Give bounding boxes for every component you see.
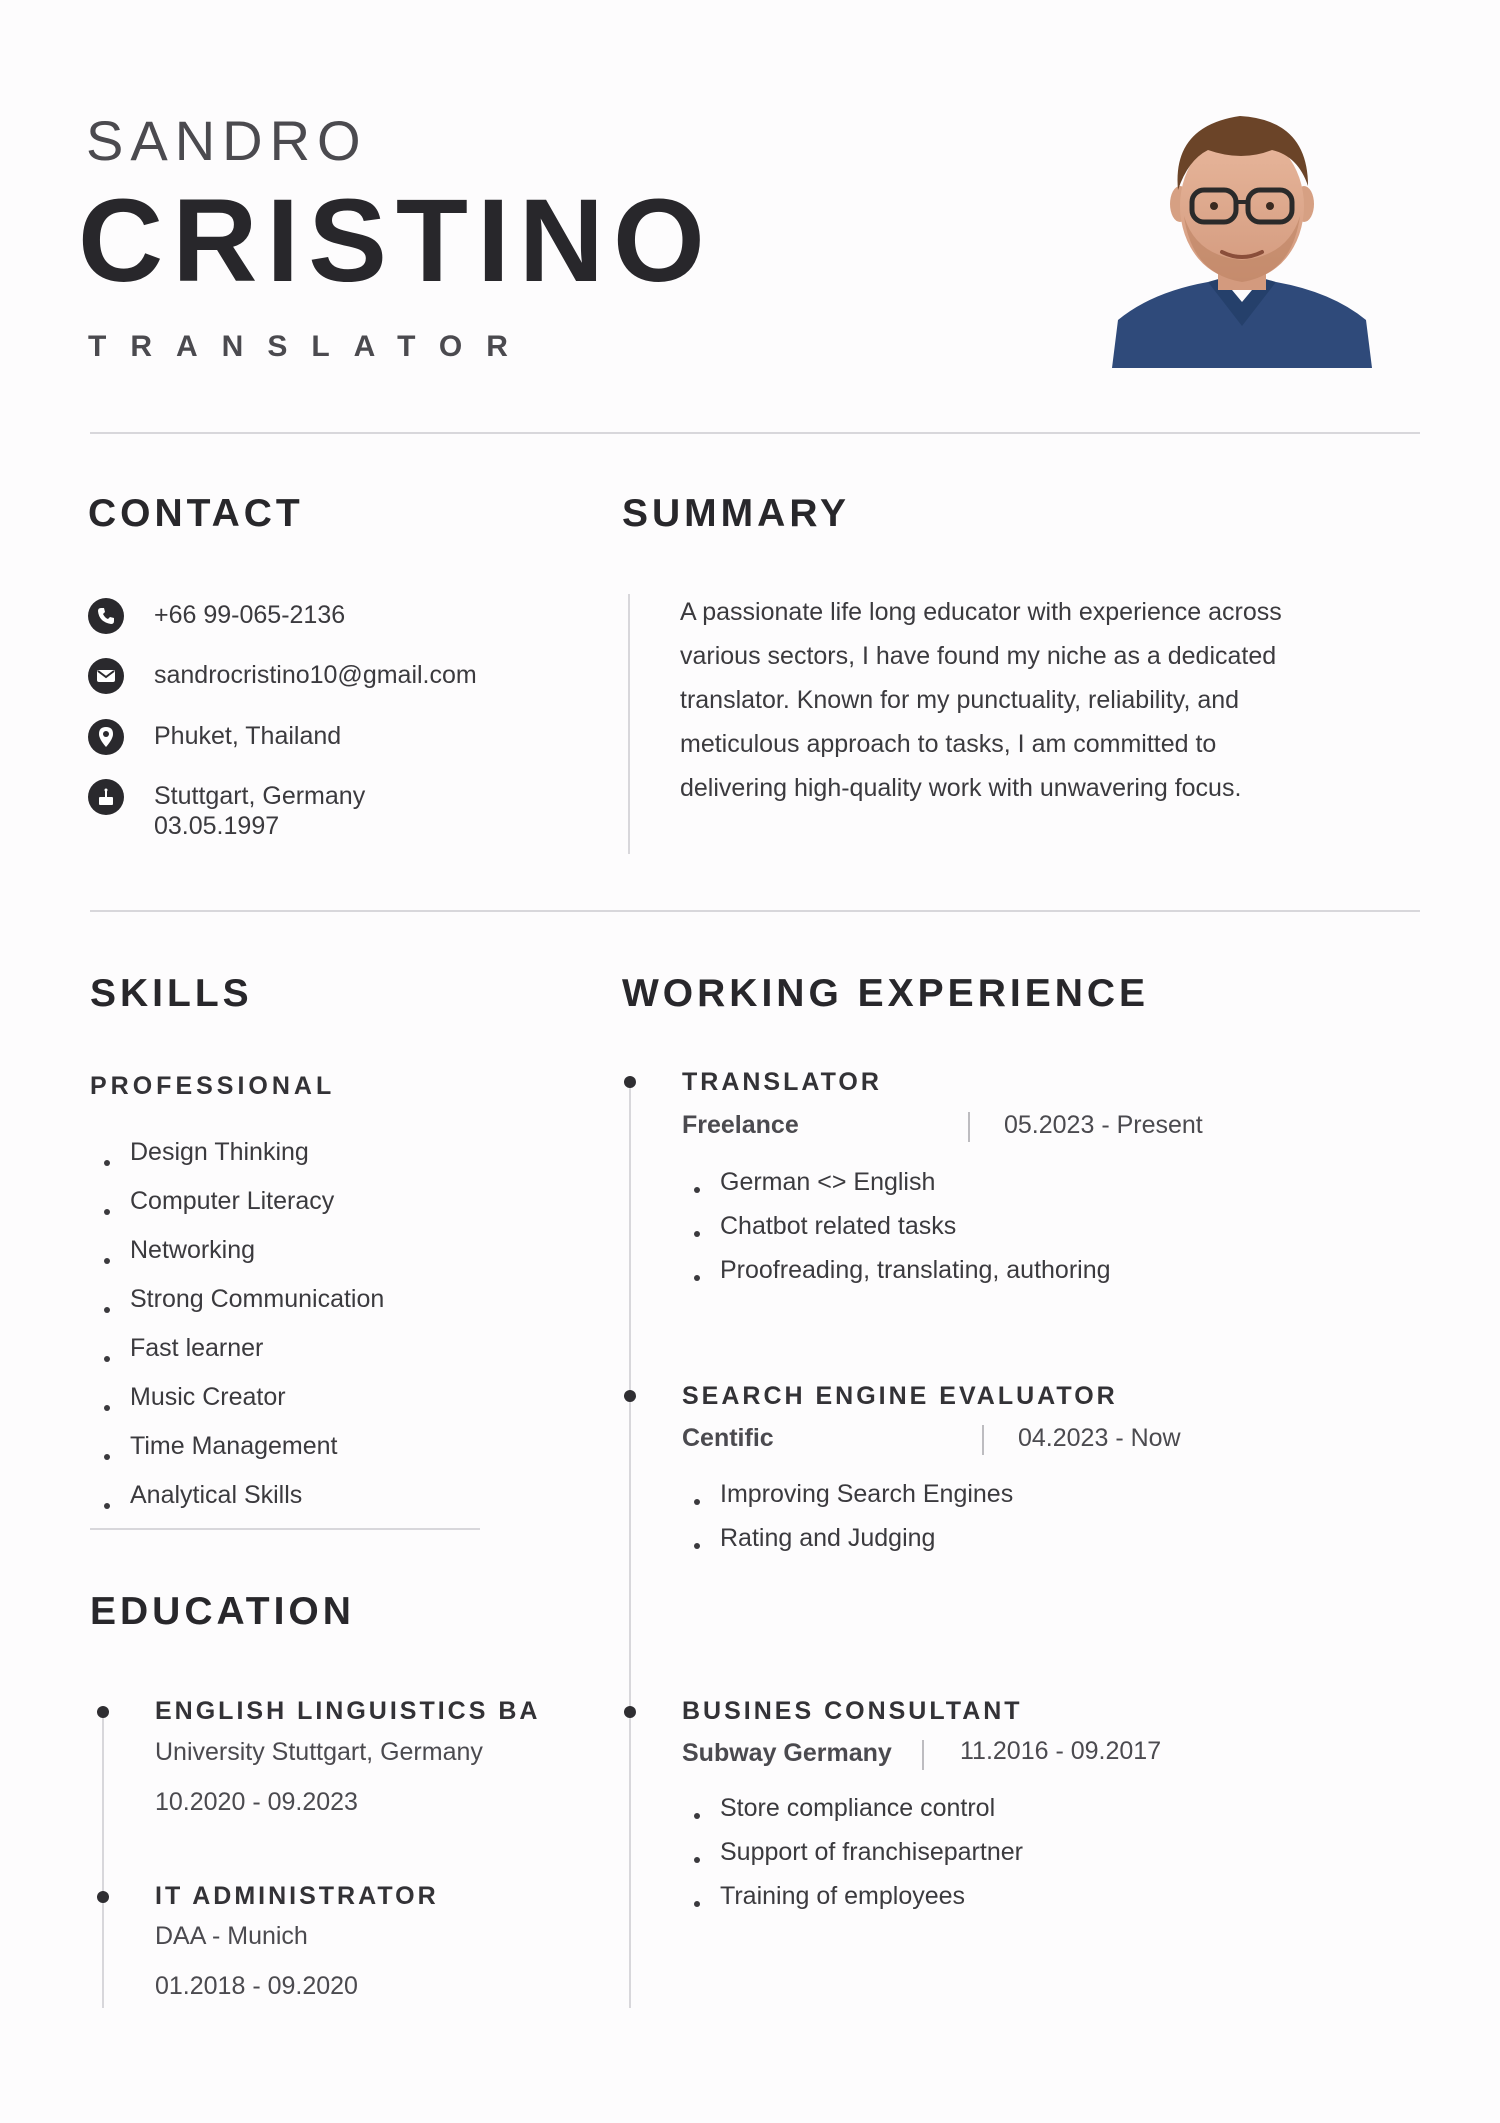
- skill-item: Analytical Skills: [90, 1481, 384, 1530]
- education-degree: ENGLISH LINGUISTICS BA: [155, 1697, 541, 1725]
- last-name: CRISTINO: [78, 175, 714, 307]
- job-title: TRANSLATOR: [88, 330, 532, 363]
- job-bullet: Rating and Judging: [680, 1524, 1013, 1568]
- job-bullet: Training of employees: [680, 1882, 1023, 1926]
- summary-line: A passionate life long educator with experience across: [680, 598, 1282, 626]
- contact-title: CONTACT: [88, 492, 304, 535]
- skills-subtitle: PROFESSIONAL: [90, 1072, 336, 1100]
- experience-dot: [624, 1706, 636, 1718]
- skill-item: Computer Literacy: [90, 1187, 384, 1236]
- summary-line: delivering high-quality work with unwavering focus.: [680, 774, 1242, 802]
- contact-phone: [88, 598, 345, 634]
- divider-middle: [90, 910, 1420, 912]
- education-title: EDUCATION: [90, 1590, 355, 1633]
- contact-email-text: sandrocristino10@gmail.com: [154, 661, 477, 689]
- job-separator: [968, 1112, 970, 1142]
- skill-item: Design Thinking: [90, 1138, 384, 1187]
- job-bullets: [680, 1794, 1023, 1926]
- job-company: Freelance: [682, 1111, 799, 1139]
- experience-title: WORKING EXPERIENCE: [622, 972, 1150, 1015]
- experience-dot: [624, 1390, 636, 1402]
- contact-birth: [88, 779, 365, 841]
- contact-location: [88, 719, 341, 755]
- job-company: Subway Germany: [682, 1739, 892, 1767]
- summary-line: meticulous approach to tasks, I am committed to: [680, 730, 1217, 758]
- job-company: Centific: [682, 1424, 774, 1452]
- skill-item: Strong Communication: [90, 1285, 384, 1334]
- job-title: BUSINES CONSULTANT: [682, 1697, 1023, 1725]
- summary-line: translator. Known for my punctuality, reliability, and: [680, 686, 1240, 714]
- profile-photo: [1112, 106, 1372, 368]
- education-school: DAA - Munich: [155, 1922, 308, 1950]
- skills-list: [90, 1138, 384, 1530]
- birthday-cake-icon: [88, 779, 124, 815]
- job-title: TRANSLATOR: [682, 1068, 882, 1096]
- divider-top: [90, 432, 1420, 434]
- summary-title: SUMMARY: [622, 492, 851, 535]
- education-dot: [97, 1891, 109, 1903]
- contact-birth-place: Stuttgart, Germany: [154, 782, 366, 810]
- education-dates: 01.2018 - 09.2020: [155, 1972, 358, 2000]
- skill-item: Music Creator: [90, 1383, 384, 1432]
- job-bullet: Store compliance control: [680, 1794, 1023, 1838]
- education-school: University Stuttgart, Germany: [155, 1738, 483, 1766]
- location-pin-icon: [88, 719, 124, 755]
- job-dates: 04.2023 - Now: [1018, 1424, 1181, 1452]
- contact-birth-date: 03.05.1997: [154, 812, 280, 840]
- job-bullet: Support of franchisepartner: [680, 1838, 1023, 1882]
- education-degree: IT ADMINISTRATOR: [155, 1882, 439, 1910]
- skills-title: SKILLS: [90, 972, 253, 1015]
- job-bullet: Improving Search Engines: [680, 1480, 1013, 1524]
- phone-icon: [88, 598, 124, 634]
- education-dot: [97, 1706, 109, 1718]
- contact-phone-text: +66 99-065-2136: [154, 601, 346, 629]
- summary-text: [680, 590, 1400, 810]
- job-bullets: [680, 1480, 1013, 1568]
- skill-item: Time Management: [90, 1432, 384, 1481]
- skills-divider: [90, 1528, 480, 1530]
- contact-location-text: Phuket, Thailand: [154, 722, 342, 750]
- job-bullet: Chatbot related tasks: [680, 1212, 1111, 1256]
- summary-line: various sectors, I have found my niche as a dedicated: [680, 642, 1277, 670]
- skill-item: Fast learner: [90, 1334, 384, 1383]
- job-title: SEARCH ENGINE EVALUATOR: [682, 1382, 1118, 1410]
- education-dates: 10.2020 - 09.2023: [155, 1788, 358, 1816]
- contact-email: [88, 658, 477, 694]
- job-dates: 05.2023 - Present: [1004, 1111, 1203, 1139]
- job-separator: [922, 1740, 924, 1770]
- summary-rule: [628, 594, 630, 854]
- skill-item: Networking: [90, 1236, 384, 1285]
- job-bullet: Proofreading, translating, authoring: [680, 1256, 1111, 1300]
- experience-timeline: [629, 1082, 631, 2008]
- job-separator: [982, 1425, 984, 1455]
- first-name: SANDRO: [86, 109, 368, 172]
- education-timeline: [102, 1712, 104, 2008]
- job-dates: 11.2016 - 09.2017: [960, 1737, 1162, 1765]
- mail-icon: [88, 658, 124, 694]
- experience-dot: [624, 1076, 636, 1088]
- job-bullet: German <> English: [680, 1168, 1111, 1212]
- job-bullets: [680, 1168, 1111, 1300]
